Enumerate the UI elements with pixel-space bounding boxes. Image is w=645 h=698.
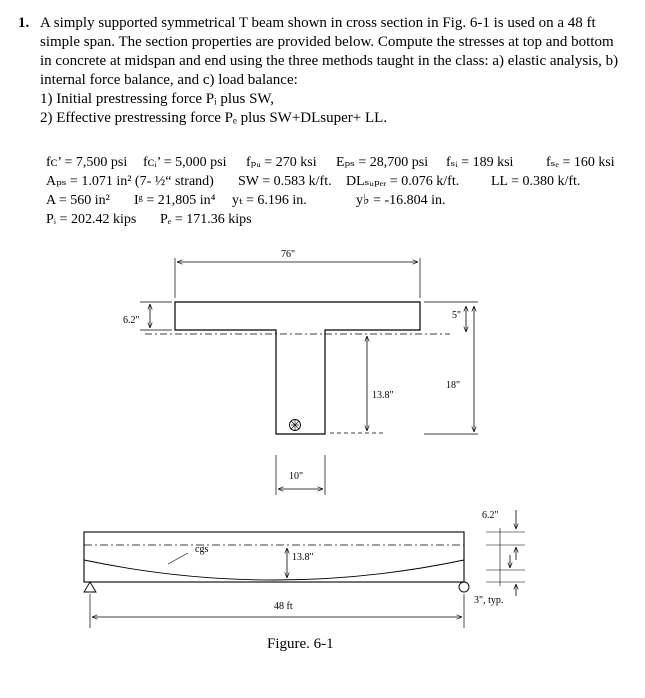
prop-a: A = 560 in² <box>46 193 110 208</box>
prop-eps: Eₚₛ = 28,700 psi <box>336 155 429 170</box>
tendon-height-label: 13.8" <box>372 390 394 401</box>
prestressing-strand-icon <box>290 420 301 431</box>
prop-pe: Pₑ = 171.36 kips <box>160 212 252 227</box>
prop-fpu: fₚᵤ = 270 ksi <box>246 155 317 170</box>
end-bottom-dimension-label: 3", typ. <box>474 595 504 606</box>
prop-yt: yₜ = 6.196 in. <box>232 193 307 208</box>
prop-yb: y♭ = -16.804 in. <box>356 193 446 208</box>
prop-fci: fᴄᵢ’ = 5,000 psi <box>143 155 227 170</box>
prop-pi: Pᵢ = 202.42 kips <box>46 212 137 227</box>
cgs-label: cgs <box>195 544 209 555</box>
end-top-dimension-label: 6.2" <box>482 510 499 521</box>
flange-thickness-label: 6.2" <box>123 315 140 326</box>
depth-label: 18" <box>446 380 461 391</box>
prop-ll: LL = 0.380 k/ft. <box>491 174 581 189</box>
t-beam-cross-section <box>123 249 478 495</box>
prop-ig: Iᵍ = 21,805 in⁴ <box>134 193 216 208</box>
span-label: 48 ft <box>274 601 293 612</box>
beam-elevation <box>84 510 525 628</box>
top-to-web-label: 5" <box>452 310 462 321</box>
pin-support-icon <box>84 582 96 592</box>
roller-support-icon <box>459 582 469 592</box>
load-case-2: 2) Effective prestressing force Pₑ plus SW+DLsuper+ LL. <box>40 110 388 126</box>
problem-number: 1. <box>18 15 30 31</box>
t-beam-outline <box>175 302 420 434</box>
beam-elevation-outline <box>84 532 464 582</box>
drape-label: 13.8" <box>292 552 314 563</box>
web-width-label: 10" <box>289 471 304 482</box>
prop-dl: DLₛᵤₚₑᵣ = 0.076 k/ft. <box>346 174 460 189</box>
draped-tendon-profile <box>84 560 464 580</box>
figure-caption: Figure. 6-1 <box>267 636 334 652</box>
flange-width-label: 76" <box>280 249 296 260</box>
load-case-1: 1) Initial prestressing force Pᵢ plus SW, <box>40 91 274 107</box>
prop-aps: Aₚₛ = 1.071 in² (7- ½“ strand) <box>46 174 214 189</box>
prop-fc: fᴄ’ = 7,500 psi <box>46 155 128 170</box>
prop-fse: fₛₑ = 160 ksi <box>546 155 615 170</box>
prop-sw: SW = 0.583 k/ft. <box>238 174 332 189</box>
prop-fsi: fₛᵢ = 189 ksi <box>446 155 514 170</box>
problem-statement: A simply supported symmetrical T beam shown in cross section in Fig. 6-1 is used on a 48 ft simple span. The section properties are provided below. Compute the stresses at top and bottom in concrete at midspan and end using the three methods taught in the class: a) elastic analysis, b) internal force balance, and c) load balance: <box>40 15 619 88</box>
